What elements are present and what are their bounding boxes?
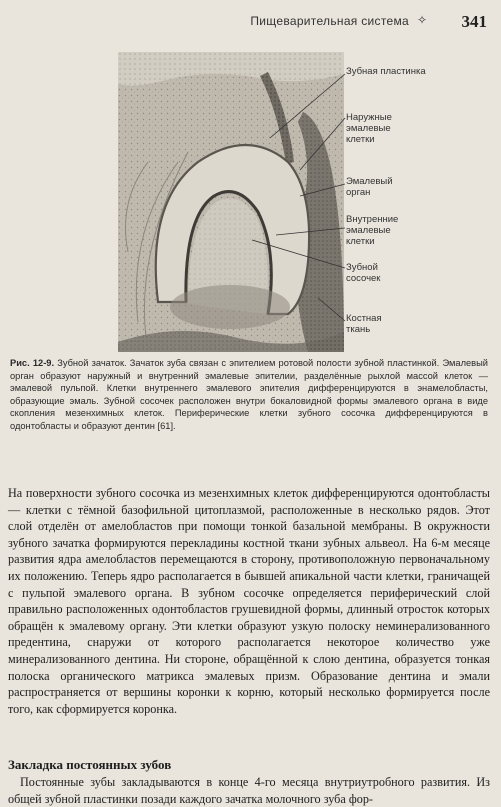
section-heading: Закладка постоянных зубов <box>8 757 172 772</box>
label-bone-tissue: Костная ткань <box>346 313 382 335</box>
label-dental-lamina: Зубная пластинка <box>346 66 426 77</box>
body-paragraph: На поверхности зубного сосочка из мезенхимных клеток дифференцируются одонтобласты — клетки с тёмной базофильной цитоплазмой, расположенные в несколько рядов. Этот слой отделён от амелобластов при помощи тонкой базальной мембраны. В окружности зубного зачатка формируются перекладины костной ткани зубных альвеол. На 6-м месяце развития ядра амелобластов перемещаются в сторону, противоположную первоначальному их положению. Теперь ядро располагается в бывшей апикальной части клетки, граничащей с пульпой эмалевого органа. В зубном сосочке определяется периферический слой правильно расположенных одонтобластов грушевидной формы, длинный отросток которых обращён к эмалевому органу. Эти клетки образуют узкую полоску неминерализованного предентина, снаружи от которого располагается некоторое количество уже минерализованного дентина. Ни стороне, обращённой к слою дентина, образуется тонкая полоска органического матрикса эмалевых призм. Образование дентина и эмали распространяется от вершины коронки к корню, который несколько формируется после того, как сформируется коронка. <box>8 486 490 716</box>
figure-caption <box>10 357 488 433</box>
running-head <box>0 12 501 32</box>
diamond-icon: ✧ <box>416 13 427 27</box>
page-number: 341 <box>461 12 487 31</box>
tooth-germ-illustration <box>118 52 344 352</box>
label-outer-enamel-cells: Наружные эмалевые клетки <box>346 112 392 145</box>
label-dental-papilla: Зубной сосочек <box>346 262 381 284</box>
caption-label: Рис. 12-9. <box>10 358 55 368</box>
running-title: Пищеварительная система <box>250 14 409 28</box>
caption-text: Зубной зачаток. Зачаток зуба связан с эпителием ротовой полости зубной пластинкой. Эмалевый орган образуют наружный и внутренний эмалевые эпителии, разделённые рыхлой массой клеток — эмалевой пульпой. Клетки внутреннего эмалевого эпителия дифференцируются в энамелобласты, образующие эмаль. Зубной сосочек расположен внутри бокаловидной формы эмалевого органа в виде скопления мезенхимных клеток. Периферические клетки зубного сосочка дифференцируются в одонтобласты и образуют дентин [61]. <box>10 358 488 431</box>
label-inner-enamel-cells: Внутренние эмалевые клетки <box>346 214 399 247</box>
histology-micrograph <box>118 52 344 352</box>
section-paragraph: Постоянные зубы закладываются в конце 4-го месяца внутриутробного развития. Из общей зубной пластинки позади каждого зачатка молочного зуба фор- <box>8 775 490 806</box>
label-enamel-organ: Эмалевый орган <box>346 176 393 198</box>
